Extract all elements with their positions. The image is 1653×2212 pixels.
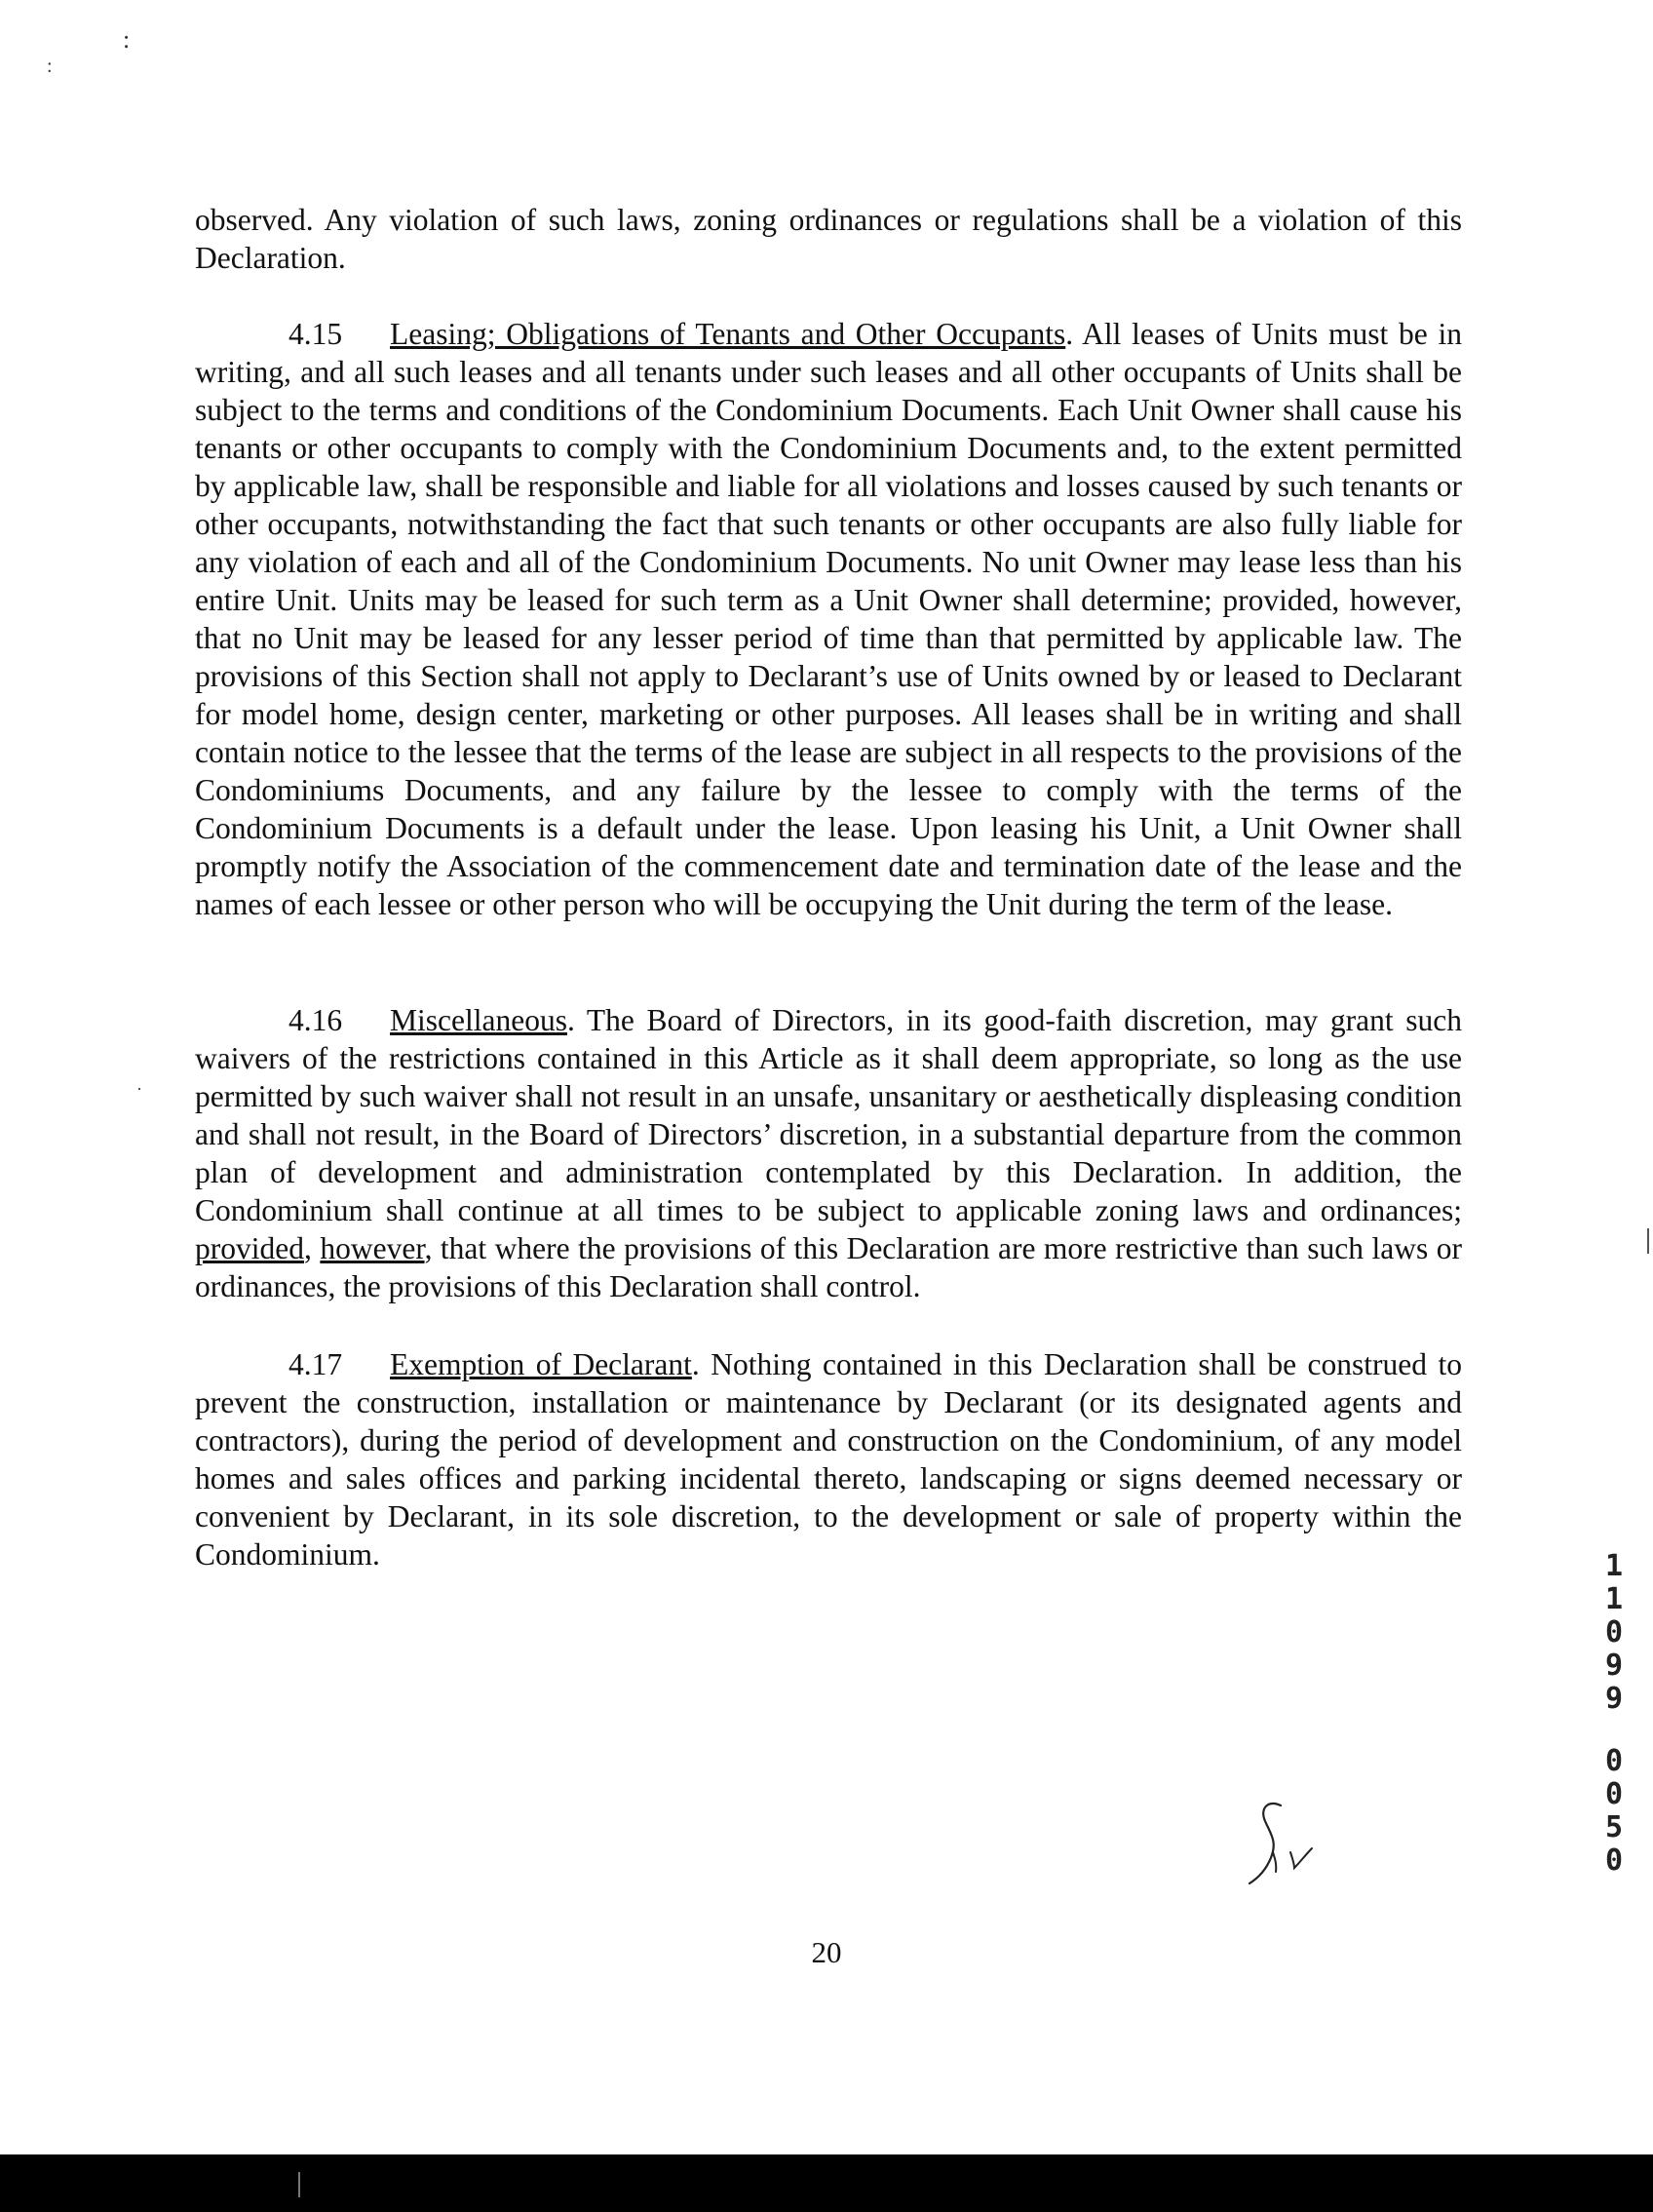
- scan-edge-mark: [298, 2172, 300, 2197]
- section-title: Leasing; Obligations of Tenants and Other Occupants: [390, 317, 1066, 351]
- section-number: 4.15: [288, 317, 343, 351]
- scan-bottom-border: [0, 2154, 1653, 2212]
- document-stamp-number: 1 1 0 9 9 0 0 5 0: [1604, 1549, 1624, 1878]
- scan-edge-mark: [1647, 1228, 1649, 1254]
- section-4-16-paragraph: 4.16 Miscellaneous. The Board of Directors, in its good-faith discretion, may grant such waivers of the restrictions contained in this Article as it shall deem appropriate, so long as the use permitted by such waiver shall not result in an unsafe, unsanitary or aesthetically displeasing condition and shall not result, in the Board of Directors’ discretion, in a substantial departure from the common plan of development and administration contemplated by this Declaration. In addition, the Condominium shall continue at all times to be subject to applicable zoning laws and ordinances; provided, however, that where the provisions of this Declaration are more restrictive than such laws or ordinances, the provisions of this Declaration shall control.: [195, 1003, 1462, 1303]
- emphasis-however: however: [320, 1231, 425, 1265]
- scan-speck-mark: :: [47, 56, 53, 77]
- section-4-15-paragraph: [195, 315, 1462, 923]
- scan-speck-mark: :: [123, 25, 131, 54]
- section-number: 4.17: [288, 1347, 343, 1381]
- handwritten-initials-signature: [1230, 1794, 1357, 1891]
- section-4-17-paragraph: [195, 1345, 1462, 1573]
- section-body: . Nothing contained in this Declaration shall be construed to prevent the construction, installation or maintenance by Declarant (or its designated agents and contractors), during the period of development and construction on the Condominium, of any model homes and sales offices and parking incidental thereto, landscaping or signs deemed necessary or convenient by Declarant, in its sole discretion, to the development or sale of property within the Condominium.: [195, 1347, 1462, 1572]
- section-title: Miscellaneous: [390, 1003, 567, 1037]
- page-number: 20: [811, 1935, 842, 1969]
- section-title: Exemption of Declarant: [390, 1347, 692, 1381]
- section-body: . The Board of Directors, in its good-faith discretion, may grant such waivers of the restrictions contained in this Article as it shall deem appropriate, so long as the use permitted by such waiver shall not result in an unsafe, unsanitary or aesthetically displeasing condition and shall not result, in the Board of Directors’ discretion, in a substantial departure from the common plan of development and administration contemplated by this Declaration. In addition, the Condominium shall continue at all times to be subject to applicable zoning laws and ordinances;: [195, 1003, 1462, 1227]
- emphasis-provided: provided: [195, 1231, 304, 1265]
- section-number: 4.16: [288, 1003, 343, 1037]
- section-body: . All leases of Units must be in writing, and all such leases and all tenants under such leases and all other occupants of Units shall be subject to the terms and conditions of the Condominium Documents. Each Unit Owner shall cause his tenants or other occupants to comply with the Condominium Documents and, to the extent permitted by applicable law, shall be responsible and liable for all violations and losses caused by such tenants or other occupants, notwithstanding the fact that such tenants or other occupants are also fully liable for any violation of each and all of the Condominium Documents. No unit Owner may lease less than his entire Unit. Units may be leased for such term as a Unit Owner shall determine; provided, however, that no Unit may be leased for any lesser period of time than that permitted by applicable law. The provisions of this Section shall not apply to Declarant’s use of Units owned by or leased to Declarant for model home, design center, marketing or other purposes. All leases shall be in writing and shall contain notice to the lessee that the terms of the lease are subject in all respects to the provisions of the Condominiums Documents, and any failure by the lessee to comply with the terms of the Condominium Documents is a default under the lease. Upon leasing his Unit, a Unit Owner shall promptly notify the Association of the commencement date and termination date of the lease and the names of each lessee or other person who will be occupying the Unit during the term of the lease.: [195, 317, 1462, 921]
- scan-speck-mark: ·: [136, 1079, 142, 1099]
- continuation-paragraph: observed. Any violation of such laws, zoning ordinances or regulations shall be a violation of this Declaration.: [195, 203, 1462, 275]
- section-body-continued: , that where the provisions of this Declaration are more restrictive than such laws or ordinances, the provisions of this Declaration shall control.: [195, 1231, 1462, 1303]
